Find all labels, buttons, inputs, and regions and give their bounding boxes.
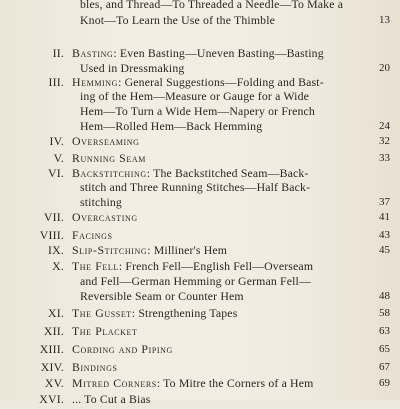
page-number: 33 <box>379 152 390 164</box>
toc-line <box>0 10 400 30</box>
chapter-number: XV. <box>44 376 64 390</box>
page-number: 48 <box>379 290 390 302</box>
chapter-subtopics: bles, and Thread—To Threaded a Needle—To Make a <box>80 0 344 11</box>
chapter-title: Basting <box>72 46 114 60</box>
toc-line <box>0 339 400 359</box>
chapter-subtopics: Hem—Rolled Hem—Back Hemming <box>80 119 263 133</box>
chapter-title: Mitred Corners <box>72 376 157 390</box>
chapter-title: The Placket <box>72 324 138 338</box>
page-number: 45 <box>379 244 390 256</box>
chapter-title: Bindings <box>72 360 118 374</box>
chapter-subtopics: Reversible Seam or Counter Hem <box>80 289 244 303</box>
chapter-title: The Gusset <box>72 306 132 320</box>
chapter-number: XI. <box>48 306 64 320</box>
entry-text <box>72 339 173 359</box>
chapter-subtopics: : General Suggestions—Folding and Bast- <box>118 75 324 89</box>
toc-line <box>0 321 400 341</box>
chapter-number: VIII. <box>39 228 64 242</box>
chapter-number: VII. <box>43 210 64 224</box>
chapter-subtopics: : Strengthening Tapes <box>131 306 238 320</box>
chapter-title: Slip-Stitching <box>72 243 148 257</box>
chapter-number: X. <box>52 259 64 273</box>
toc-line <box>0 389 400 409</box>
chapter-subtopics: Used in Dressmaking <box>80 61 185 75</box>
page-number: 43 <box>379 229 390 241</box>
chapter-subtopics: stitch and Three Running Stitches—Half Back- <box>80 180 311 194</box>
chapter-title: Backstitching <box>72 166 147 180</box>
chapter-subtopics: : The Backstitched Seam—Back- <box>146 166 309 180</box>
chapter-title: Overcasting <box>72 210 138 224</box>
page-number: 58 <box>379 307 390 319</box>
chapter-subtopics: ing of the Hem—Measure or Gauge for a Wide <box>80 89 310 103</box>
chapter-subtopics: : To Mitre the Corners of a Hem <box>156 376 314 390</box>
page-number: 32 <box>379 135 390 147</box>
toc-line <box>0 207 400 227</box>
chapter-title: Running Seam <box>72 151 146 165</box>
chapter-subtopics: Hem—To Turn a Wide Hem—Napery or French <box>80 104 315 118</box>
entry-text <box>80 10 275 30</box>
page-number: 20 <box>379 62 390 74</box>
chapter-number: XVI. <box>39 392 64 406</box>
chapter-subtopics: : Even Basting—Uneven Basting—Basting <box>113 46 324 60</box>
chapter-title: Hemming <box>72 75 119 89</box>
page-number: 69 <box>379 377 390 389</box>
page-number: 41 <box>379 211 390 223</box>
chapter-subtopics: and Fell—German Hemming or German Fell— <box>80 274 311 288</box>
chapter-title: Overseaming <box>72 134 140 148</box>
chapter-title: Facings <box>72 228 113 242</box>
chapter-subtopics: ... To Cut a Bias <box>72 392 151 406</box>
entry-text <box>72 207 138 227</box>
chapter-number: IV. <box>49 134 64 148</box>
chapter-number: V. <box>53 151 64 165</box>
page-number: 65 <box>379 343 390 355</box>
entry-text <box>72 303 237 323</box>
toc-line <box>0 303 400 323</box>
chapter-number: XII. <box>43 324 64 338</box>
chapter-title: The Fell <box>72 259 119 273</box>
chapter-number: VI. <box>48 166 64 180</box>
page-number: 63 <box>379 325 390 337</box>
chapter-subtopics: Knot—To Learn the Use of the Thimble <box>80 13 276 27</box>
chapter-number: IX. <box>48 243 64 257</box>
page-number: 24 <box>379 120 390 132</box>
chapter-subtopics: : French Fell—English Fell—Overseam <box>118 259 314 273</box>
chapter-title: Cording and Piping <box>72 342 173 356</box>
chapter-number: II. <box>52 46 64 60</box>
page-number: 67 <box>379 361 390 373</box>
page-number: 37 <box>379 196 390 208</box>
entry-text <box>72 321 138 341</box>
chapter-number: XIV. <box>40 360 64 374</box>
chapter-subtopics: stitching <box>80 195 122 209</box>
chapter-number: XIII. <box>39 342 64 356</box>
page-number: 13 <box>379 14 390 26</box>
chapter-subtopics: : Milliner's Hem <box>147 243 228 257</box>
chapter-number: III. <box>48 75 64 89</box>
entry-text <box>72 389 151 409</box>
